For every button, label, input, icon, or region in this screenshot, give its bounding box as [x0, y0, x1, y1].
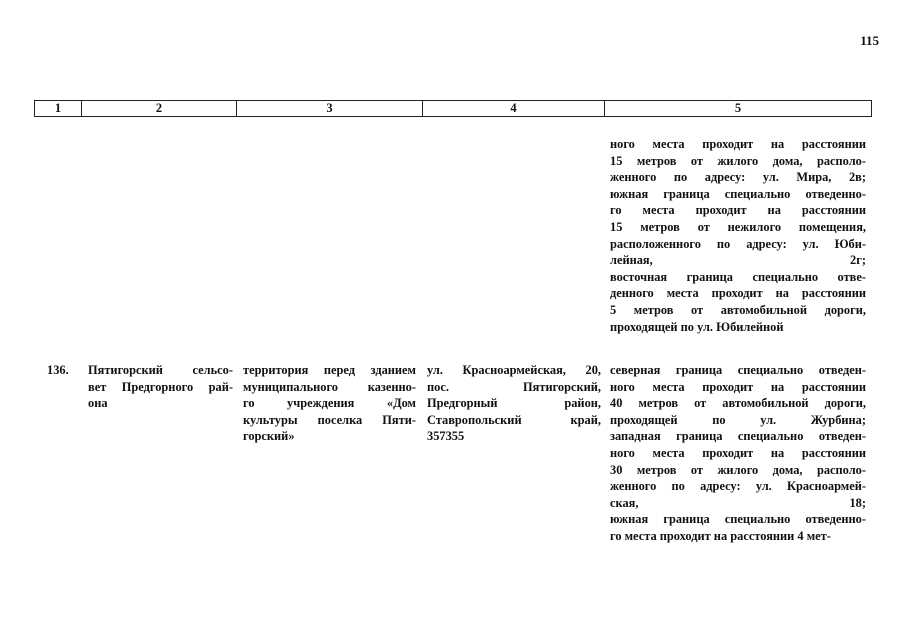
header-col-5: 5	[734, 101, 742, 115]
text-line: Предгорный район,	[427, 396, 601, 411]
address-cell	[427, 362, 601, 445]
text-line: лейная, 2г;	[610, 253, 866, 268]
text-line: ного места проходит на расстоянии	[610, 379, 866, 394]
text-line: западная граница специально отведен-	[610, 429, 866, 444]
text-line: 30 метров от жилого дома, располо-	[610, 462, 866, 477]
table-header-row	[34, 100, 872, 117]
text-line: проходящей по ул. Юбилейной	[610, 319, 784, 334]
text-line: расположенного по адресу: ул. Юби-	[610, 236, 866, 251]
text-line: территория перед зданием	[243, 363, 416, 377]
text-line: вет Предгорного рай-	[88, 379, 233, 394]
page-number: 115	[860, 33, 879, 48]
text-line: южная граница специально отведенно-	[610, 186, 866, 201]
text-line: ного места проходит на расстоянии	[610, 137, 866, 151]
municipality-cell	[88, 362, 233, 412]
text-line: пос. Пятигорский,	[427, 379, 601, 394]
header-col-3: 3	[237, 101, 423, 116]
territory-cell	[243, 362, 416, 445]
text-line: проходящей по ул. Журбина;	[610, 412, 866, 427]
text-line: 5 метров от автомобильной дороги,	[610, 302, 866, 317]
text-line: 15 метров от жилого дома, располо-	[610, 153, 866, 168]
text-line: ул. Красноармейская, 20,	[427, 363, 601, 377]
text-line: женного по адресу: ул. Красноармей-	[610, 479, 866, 494]
text-line: го места проходит на расстоянии	[610, 203, 866, 218]
text-line: она	[88, 396, 108, 411]
text-line: 15 метров от нежилого помещения,	[610, 219, 866, 234]
header-col-2: 2	[82, 101, 237, 116]
text-line: го учреждения «Дом	[243, 396, 416, 411]
text-line: северная граница специально отведен-	[610, 363, 866, 377]
text-line: культуры поселка Пяти-	[243, 412, 416, 427]
text-line: 40 метров от автомобильной дороги,	[610, 396, 866, 411]
boundary-description-cell	[610, 362, 866, 545]
text-line: Пятигорский сельсо-	[88, 363, 233, 377]
text-line: женного по адресу: ул. Мира, 2в;	[610, 170, 866, 185]
continued-boundary-description	[610, 136, 866, 335]
text-line: муниципального казенно-	[243, 379, 416, 394]
text-line: ного места проходит на расстоянии	[610, 445, 866, 460]
text-line: го места проходит на расстоянии 4 мет-	[610, 528, 831, 543]
text-line: восточная граница специально отве-	[610, 269, 866, 284]
text-line: горский»	[243, 429, 295, 444]
row-number: 136.	[47, 363, 69, 377]
text-line: денного места проходит на расстоянии	[610, 286, 866, 301]
header-col-4: 4	[423, 101, 605, 116]
header-col-1: 1	[35, 101, 82, 116]
text-line: южная граница специально отведенно-	[610, 512, 866, 527]
text-line: Ставропольский край,	[427, 412, 601, 427]
text-line: ская, 18;	[610, 495, 866, 510]
text-line: 357355	[427, 429, 465, 444]
